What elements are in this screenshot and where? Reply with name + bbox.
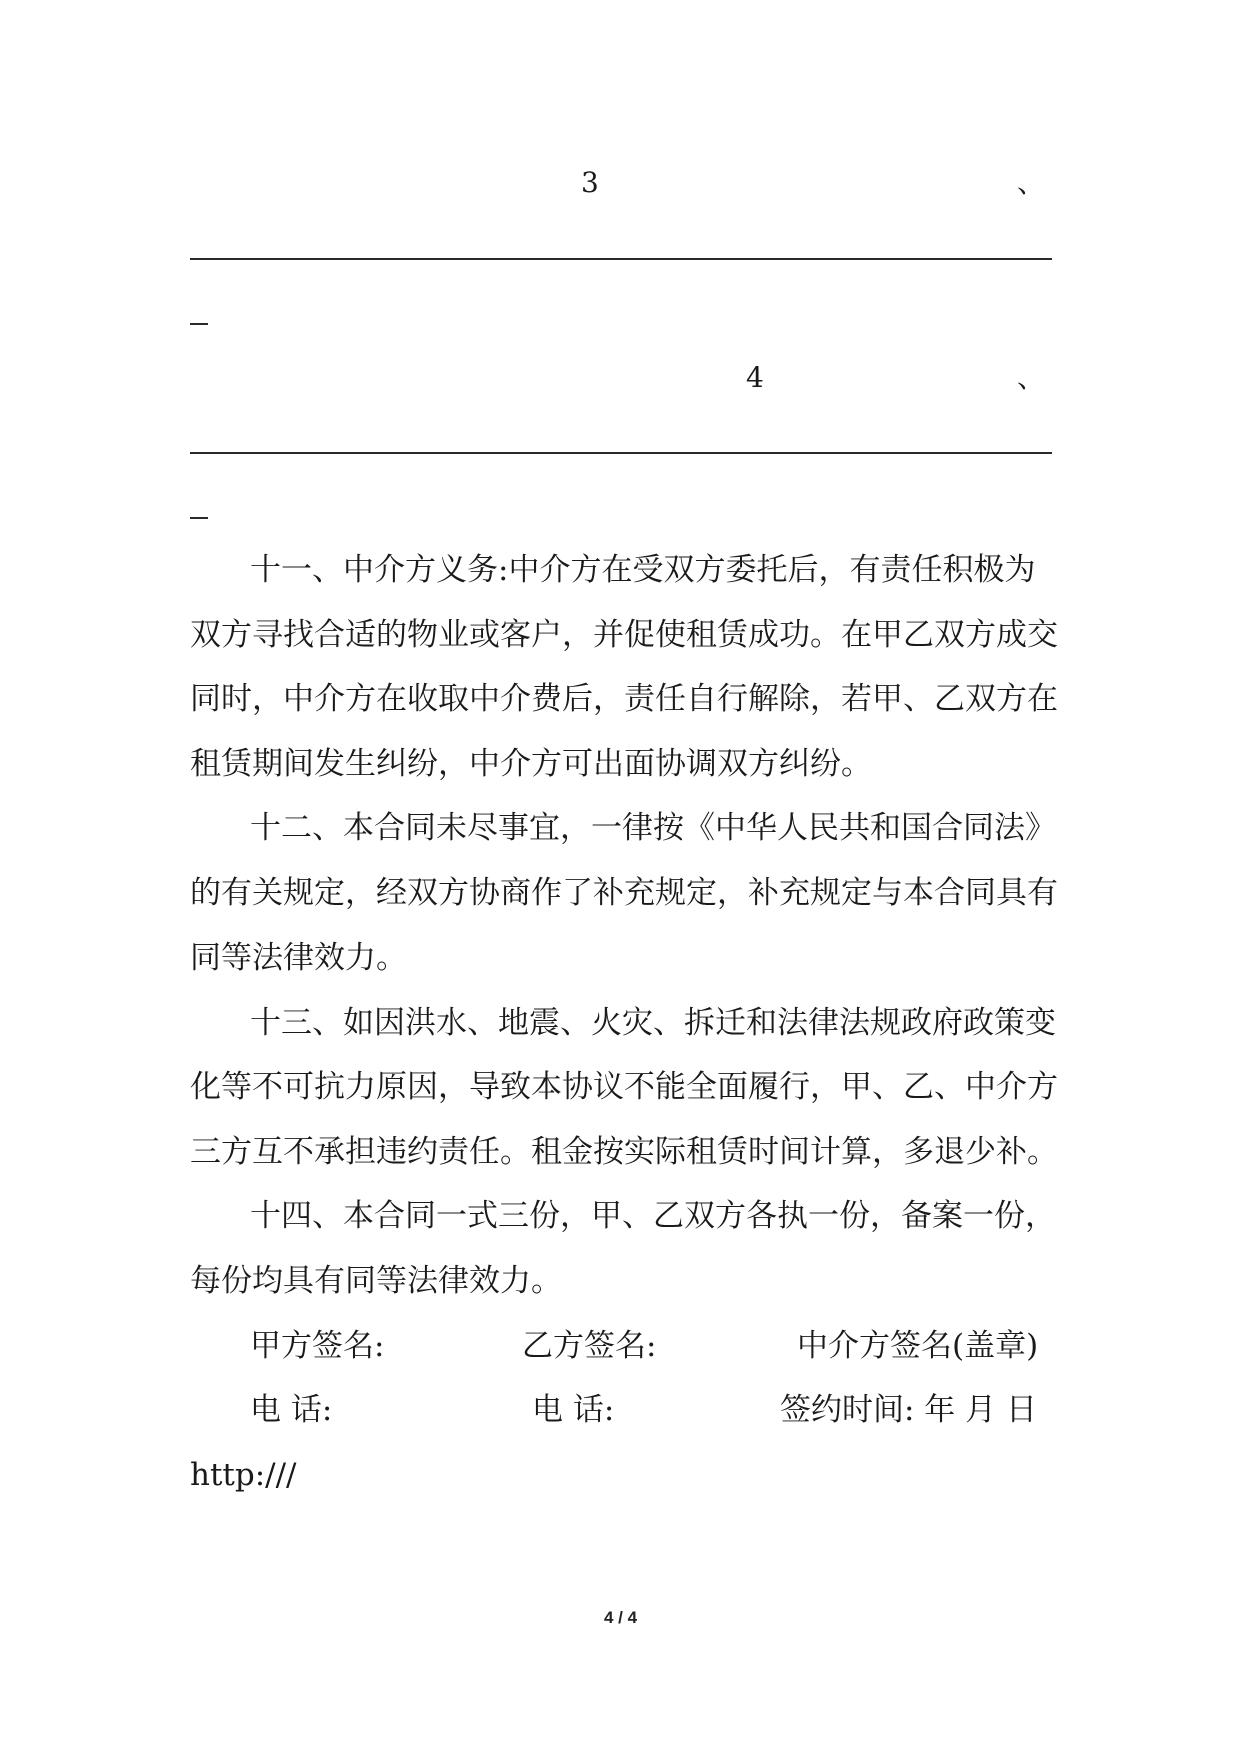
- clause-line: 十二、本合同未尽事宜，一律按《中华人民共和国合同法》: [250, 810, 1056, 846]
- agent-signature-label: 中介方签名(盖章): [797, 1328, 1039, 1364]
- party-b-signature-label: 乙方签名:: [522, 1328, 657, 1364]
- party-a-phone-label: 电 话:: [250, 1392, 333, 1428]
- clause-line: 租赁期间发生纠纷，中介方可出面协调双方纠纷。: [190, 746, 872, 782]
- blank-item-number: 4: [746, 361, 764, 394]
- clause-line: 三方互不承担违约责任。租金按实际租赁时间计算，多退少补。: [190, 1134, 1058, 1170]
- clause-line: 双方寻找合适的物业或客户，并促使租赁成功。在甲乙双方成交: [190, 617, 1058, 653]
- fill-in-blank-stub: [190, 517, 208, 519]
- clause-line: 十一、中介方义务:中介方在受双方委托后，有责任积极为: [250, 552, 1036, 588]
- blank-item-separator: 、: [1017, 361, 1046, 394]
- party-b-phone-label: 电 话:: [532, 1392, 615, 1428]
- clause-line: 同时，中介方在收取中介费后，责任自行解除，若甲、乙双方在: [190, 681, 1058, 717]
- blank-item-number: 3: [581, 166, 599, 199]
- fill-in-blank-line: [190, 452, 1052, 454]
- clause-line: 同等法律效力。: [190, 940, 407, 976]
- party-a-signature-label: 甲方签名:: [250, 1328, 385, 1364]
- clause-line: 的有关规定，经双方协商作了补充规定，补充规定与本合同具有: [190, 875, 1058, 911]
- clause-line: 每份均具有同等法律效力。: [190, 1263, 562, 1299]
- clause-line: 十三、如因洪水、地震、火灾、拆迁和法律法规政府政策变: [250, 1005, 1056, 1041]
- url-text: http:///: [190, 1457, 297, 1493]
- clause-line: 十四、本合同一式三份，甲、乙双方各执一份，备案一份，: [250, 1198, 1056, 1234]
- clause-line: 化等不可抗力原因，导致本协议不能全面履行，甲、乙、中介方: [190, 1069, 1058, 1105]
- page-indicator: 4 / 4: [603, 1608, 638, 1627]
- blank-item-separator: 、: [1017, 166, 1046, 199]
- fill-in-blank-line: [190, 258, 1052, 260]
- sign-date-label: 签约时间: 年 月 日: [780, 1392, 1038, 1428]
- fill-in-blank-stub: [190, 323, 208, 325]
